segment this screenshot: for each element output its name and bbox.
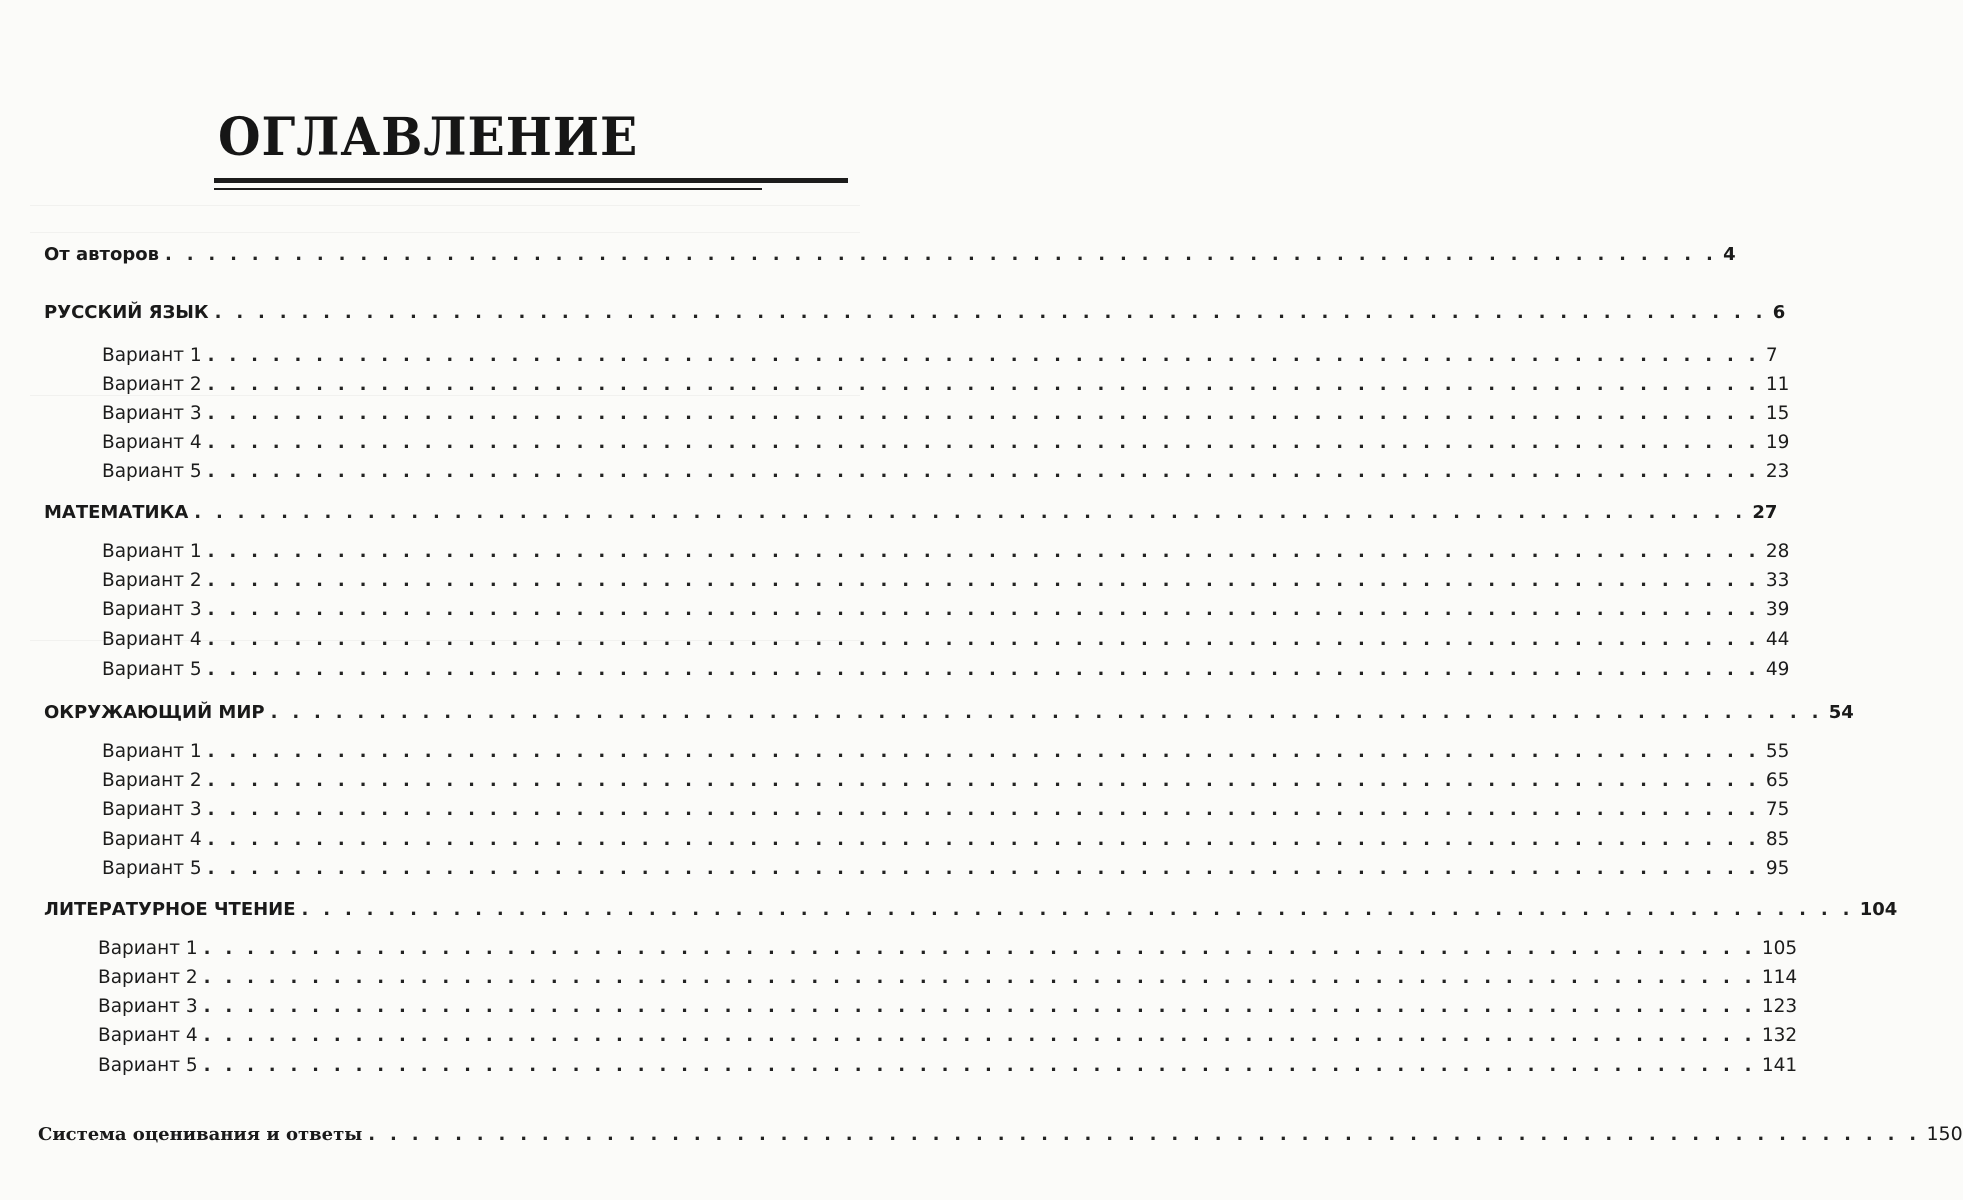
toc-entry-page: 39 xyxy=(1765,599,1790,620)
toc-entry-world-variant-2[interactable] xyxy=(102,770,1790,800)
toc-entry-page: 95 xyxy=(1765,858,1790,879)
toc-entry-page: 132 xyxy=(1761,1025,1798,1046)
dot-leader: . . . . . . . . . . . . . . . . . . . . . . . . . . . . . . . . . . . . . . . . . . . . . . . . . . . . . . . . . . . . . . . . . . . . . . . . xyxy=(207,629,1760,650)
toc-entry-label: Вариант 3 xyxy=(102,599,202,620)
dot-leader: . . . . . . . . . . . . . . . . . . . . . . . . . . . . . . . . . . . . . . . . . . . . . . . . . . . . . . . . . . . . . . . . . . . . . . . . xyxy=(207,345,1760,366)
dot-leader: . . . . . . . . . . . . . . . . . . . . . . . . . . . . . . . . . . . . . . . . . . . . . . . . . . . . . . . . . . . . . . . . . . . . . . . . xyxy=(207,659,1760,680)
toc-entry-label: Вариант 4 xyxy=(102,829,202,850)
toc-entry-page: 11 xyxy=(1765,374,1790,395)
toc-entry-label: Вариант 1 xyxy=(102,345,202,366)
toc-entry-literature-variant-5[interactable] xyxy=(98,1055,1798,1085)
dot-leader: . . . . . . . . . . . . . . . . . . . . . . . . . . . . . . . . . . . . . . . . . . . . . . . . . . . . . . . . . . . . . . . . . . . . . . . . xyxy=(207,741,1760,762)
toc-entry-page: 150 xyxy=(1926,1123,1963,1145)
toc-entry-math-variant-4[interactable] xyxy=(102,629,1790,659)
dot-leader: . . . . . . . . . . . . . . . . . . . . . . . . . . . . . . . . . . . . . . . . . . . . . . . . . . . . . . . . . . . . . . . . . . . . . . . . xyxy=(203,1055,1756,1076)
dot-leader: . . . . . . . . . . . . . . . . . . . . . . . . . . . . . . . . . . . . . . . . . . . . . . . . . . . . . . . . . . . . . . . . . . . . . . . . xyxy=(207,403,1760,424)
toc-entry-label: Вариант 4 xyxy=(98,1025,198,1046)
toc-entry-page: 141 xyxy=(1761,1055,1798,1076)
toc-entry-world-variant-1[interactable] xyxy=(102,741,1790,771)
toc-entry-page: 28 xyxy=(1765,541,1790,562)
toc-entry-russian-variant-5[interactable] xyxy=(102,461,1790,491)
toc-section-literature[interactable] xyxy=(44,899,1898,929)
dot-leader: . . . . . . . . . . . . . . . . . . . . . . . . . . . . . . . . . . . . . . . . . . . . . . . . . . . . . . . . . . . . . . . . . . . . . . . . xyxy=(194,502,1747,523)
toc-section-russian[interactable] xyxy=(44,302,1786,332)
toc-entry-label: Вариант 4 xyxy=(102,629,202,650)
toc-entry-literature-variant-2[interactable] xyxy=(98,967,1798,997)
dot-leader: . . . . . . . . . . . . . . . . . . . . . . . . . . . . . . . . . . . . . . . . . . . . . . . . . . . . . . . . . . . . . . . . . . . . . . . . xyxy=(207,461,1760,482)
dot-leader: . . . . . . . . . . . . . . . . . . . . . . . . . . . . . . . . . . . . . . . . . . . . . . . . . . . . . . . . . . . . . . . . . . . . . . . . xyxy=(207,858,1760,879)
toc-entry-label: Вариант 3 xyxy=(102,403,202,424)
toc-entry-world-variant-3[interactable] xyxy=(102,799,1790,829)
dot-leader: . . . . . . . . . . . . . . . . . . . . . . . . . . . . . . . . . . . . . . . . . . . . . . . . . . . . . . . . . . . . . . . . . . . . . . . . xyxy=(207,374,1760,395)
toc-entry-math-variant-2[interactable] xyxy=(102,570,1790,600)
toc-entry-literature-variant-3[interactable] xyxy=(98,996,1798,1026)
toc-entry-label: Вариант 5 xyxy=(98,1055,198,1076)
dot-leader: . . . . . . . . . . . . . . . . . . . . . . . . . . . . . . . . . . . . . . . . . . . . . . . . . . . . . . . . . . . . . . . . . . . . . . . . xyxy=(207,599,1760,620)
toc-entry-world-variant-5[interactable] xyxy=(102,858,1790,888)
toc-entry-page: 27 xyxy=(1752,502,1778,523)
toc-entry-page: 7 xyxy=(1765,345,1778,366)
toc-section-label: РУССКИЙ ЯЗЫК xyxy=(44,302,209,323)
toc-entry-page: 114 xyxy=(1761,967,1798,988)
toc-section-label: ЛИТЕРАТУРНОЕ ЧТЕНИЕ xyxy=(44,899,296,920)
toc-entry-page: 75 xyxy=(1765,799,1790,820)
toc-entry-page: 65 xyxy=(1765,770,1790,791)
toc-entry-russian-variant-2[interactable] xyxy=(102,374,1790,404)
show-through-line xyxy=(30,205,860,206)
dot-leader: . . . . . . . . . . . . . . . . . . . . . . . . . . . . . . . . . . . . . . . . . . . . . . . . . . . . . . . . . . . . . . . . . . . . . . . . xyxy=(214,302,1767,323)
toc-entry-russian-variant-4[interactable] xyxy=(102,432,1790,462)
toc-entry-math-variant-5[interactable] xyxy=(102,659,1790,689)
dot-leader: . . . . . . . . . . . . . . . . . . . . . . . . . . . . . . . . . . . . . . . . . . . . . . . . . . . . . . . . . . . . . . . . . . . . . . . . xyxy=(368,1124,1921,1145)
dot-leader: . . . . . . . . . . . . . . . . . . . . . . . . . . . . . . . . . . . . . . . . . . . . . . . . . . . . . . . . . . . . . . . . . . . . . . . . xyxy=(203,1025,1756,1046)
toc-entry-label: Вариант 4 xyxy=(102,432,202,453)
title-rule-thick xyxy=(214,178,848,183)
toc-entry-world-variant-4[interactable] xyxy=(102,829,1790,859)
dot-leader: . . . . . . . . . . . . . . . . . . . . . . . . . . . . . . . . . . . . . . . . . . . . . . . . . . . . . . . . . . . . . . . . . . . . . . . . xyxy=(203,967,1756,988)
dot-leader: . . . . . . . . . . . . . . . . . . . . . . . . . . . . . . . . . . . . . . . . . . . . . . . . . . . . . . . . . . . . . . . . . . . . . . . . xyxy=(203,996,1756,1017)
toc-entry-label: Вариант 3 xyxy=(102,799,202,820)
toc-entry-label: От авторов xyxy=(44,244,159,265)
toc-entry-page: 55 xyxy=(1765,741,1790,762)
toc-entry-page: 49 xyxy=(1765,659,1790,680)
toc-entry-page: 15 xyxy=(1765,403,1790,424)
title-block xyxy=(218,108,665,168)
toc-section-world[interactable] xyxy=(44,702,1854,732)
toc-entry-page: 23 xyxy=(1765,461,1790,482)
toc-entry-label: Вариант 1 xyxy=(102,741,202,762)
show-through-line xyxy=(30,232,860,233)
dot-leader: . . . . . . . . . . . . . . . . . . . . . . . . . . . . . . . . . . . . . . . . . . . . . . . . . . . . . . . . . . . . . . . . . . . . . . . . xyxy=(203,938,1756,959)
dot-leader: . . . . . . . . . . . . . . . . . . . . . . . . . . . . . . . . . . . . . . . . . . . . . . . . . . . . . . . . . . . . . . . . . . . . . . . . xyxy=(207,541,1760,562)
toc-section-label: МАТЕМАТИКА xyxy=(44,502,189,523)
toc-entry-label: Вариант 2 xyxy=(98,967,198,988)
toc-entry-label: Вариант 5 xyxy=(102,461,202,482)
toc-entry-page: 54 xyxy=(1828,702,1854,723)
dot-leader: . . . . . . . . . . . . . . . . . . . . . . . . . . . . . . . . . . . . . . . . . . . . . . . . . . . . . . . . . . . . . . . . . . . . . . . . xyxy=(207,829,1760,850)
toc-entry-label: Вариант 2 xyxy=(102,570,202,591)
toc-entry-page: 105 xyxy=(1761,938,1798,959)
title-rule-thin xyxy=(214,188,762,190)
toc-entry-page: 44 xyxy=(1765,629,1790,650)
toc-entry-russian-variant-3[interactable] xyxy=(102,403,1790,433)
dot-leader: . . . . . . . . . . . . . . . . . . . . . . . . . . . . . . . . . . . . . . . . . . . . . . . . . . . . . . . . . . . . . . . . . . . . . . . . xyxy=(207,799,1760,820)
toc-entry-russian-variant-1[interactable] xyxy=(102,345,1778,375)
toc-entry-authors[interactable] xyxy=(44,244,1736,274)
toc-entry-literature-variant-1[interactable] xyxy=(98,938,1798,968)
toc-entry-page: 123 xyxy=(1761,996,1798,1017)
toc-entry-page: 4 xyxy=(1723,244,1736,265)
dot-leader: . . . . . . . . . . . . . . . . . . . . . . . . . . . . . . . . . . . . . . . . . . . . . . . . . . . . . . . . . . . . . . . . . . . . . . . . xyxy=(270,702,1823,723)
toc-entry-page: 104 xyxy=(1859,899,1898,920)
page-title: ОГЛАВЛЕНИЕ xyxy=(218,107,639,168)
dot-leader: . . . . . . . . . . . . . . . . . . . . . . . . . . . . . . . . . . . . . . . . . . . . . . . . . . . . . . . . . . . . . . . . . . . . . . . . xyxy=(207,432,1760,453)
toc-entry-label: Система оценивания и ответы xyxy=(38,1124,363,1145)
toc-section-math[interactable] xyxy=(44,502,1778,532)
dot-leader: . . . . . . . . . . . . . . . . . . . . . . . . . . . . . . . . . . . . . . . . . . . . . . . . . . . . . . . . . . . . . . . . . . . . . . . . xyxy=(164,244,1718,265)
dot-leader: . . . . . . . . . . . . . . . . . . . . . . . . . . . . . . . . . . . . . . . . . . . . . . . . . . . . . . . . . . . . . . . . . . . . . . . . xyxy=(207,570,1760,591)
toc-entry-label: Вариант 2 xyxy=(102,374,202,395)
toc-entry-label: Вариант 1 xyxy=(102,541,202,562)
toc-entry-label: Вариант 2 xyxy=(102,770,202,791)
toc-entry-page: 6 xyxy=(1772,302,1786,323)
toc-entry-math-variant-1[interactable] xyxy=(102,541,1790,571)
toc-entry-page: 19 xyxy=(1765,432,1790,453)
toc-entry-grading[interactable] xyxy=(38,1123,1963,1153)
toc-entry-label: Вариант 5 xyxy=(102,659,202,680)
toc-entry-math-variant-3[interactable] xyxy=(102,599,1790,629)
toc-section-label: ОКРУЖАЮЩИЙ МИР xyxy=(44,702,265,723)
toc-entry-label: Вариант 3 xyxy=(98,996,198,1017)
toc-entry-page: 85 xyxy=(1765,829,1790,850)
toc-entry-label: Вариант 1 xyxy=(98,938,198,959)
toc-entry-literature-variant-4[interactable] xyxy=(98,1025,1798,1055)
toc-entry-label: Вариант 5 xyxy=(102,858,202,879)
dot-leader: . . . . . . . . . . . . . . . . . . . . . . . . . . . . . . . . . . . . . . . . . . . . . . . . . . . . . . . . . . . . . . . . . . . . . . . . xyxy=(301,899,1854,920)
dot-leader: . . . . . . . . . . . . . . . . . . . . . . . . . . . . . . . . . . . . . . . . . . . . . . . . . . . . . . . . . . . . . . . . . . . . . . . . xyxy=(207,770,1760,791)
toc-entry-page: 33 xyxy=(1765,570,1790,591)
